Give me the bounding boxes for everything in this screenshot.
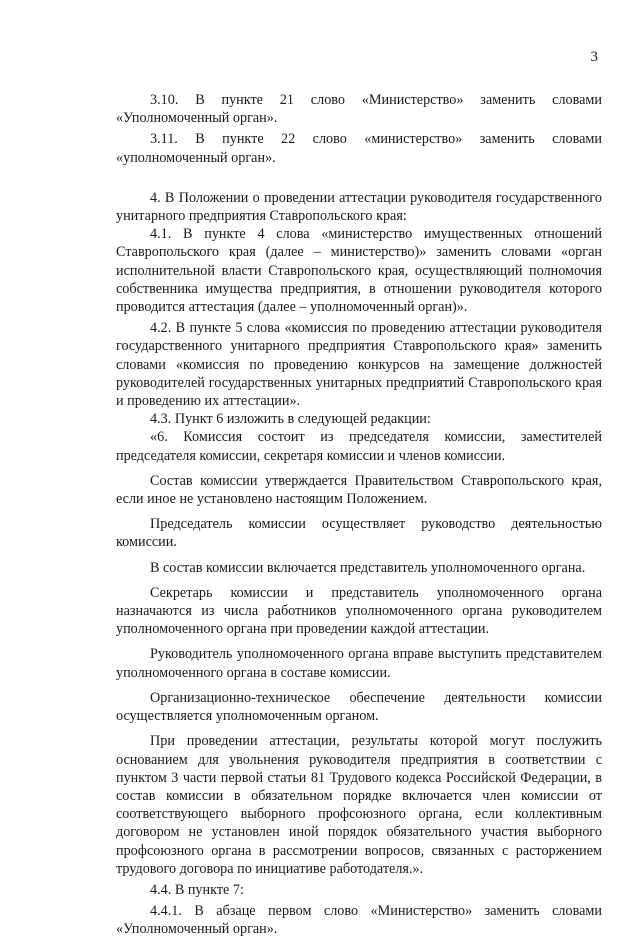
paragraph-4-4: 4.4. В пункте 7: [150, 881, 244, 898]
paragraph-chairman: Председатель комиссии осуществляет руководство деятельностью комиссии. [116, 516, 602, 551]
paragraph-secretary: Секретарь комиссии и представитель уполномоченного органа назначаются из числа работников уполномоченного органа руководителем уполномоченного органа при проведении каждой аттестации. [116, 584, 602, 638]
paragraph-head-of-authority: Руководитель уполномоченного органа вправе выступить представителем уполномоченного органа в составе комиссии. [116, 646, 602, 681]
paragraph-4-2: 4.2. В пункте 5 слова «комиссия по проведению аттестации руководителя государственного унитарного предприятия Ставропольского края» заменить словами «комиссия по проведению конкурсов на замещение должностей руководителей государственных унитарных предприятий Ставропольского края и проведению их аттестации». [116, 320, 602, 410]
paragraph-representative: В состав комиссии включается представитель уполномоченного органа. [150, 559, 586, 576]
paragraph-4: 4. В Положении о проведении аттестации руководителя государственного унитарного предприятия Ставропольского края: [116, 189, 602, 225]
paragraph-3-10: 3.10. В пункте 21 слово «Министерство» заменить словами «Уполномоченный орган». [116, 92, 602, 127]
page-number: 3 [590, 49, 598, 65]
paragraph-technical-support: Организационно-техническое обеспечение деятельности комиссии осуществляется уполномоченным органом. [116, 689, 602, 725]
paragraph-attestation-trade-union: При проведении аттестации, результаты которой могут послужить основанием для увольнения руководителя предприятия в соответствии с пунктом 3 части первой статьи 81 Трудового кодекса Российской Федерации, в состав комиссии в обязательном порядке включается член комиссии от соответствующего выборного профсоюзного органа, если коллективным договором не установлен иной порядок обязательного участия выборного профсоюзного органа в рассмотрении вопросов, связанных с расторжением трудового договора по инициативе работодателя.». [116, 733, 602, 877]
paragraph-3-11: 3.11. В пункте 22 слово «министерство» заменить словами «уполномоченный орган». [116, 131, 602, 166]
paragraph-4-1: 4.1. В пункте 4 слова «министерство имущественных отношений Ставропольского края (далее – министерство)» заменить словами «орган исполнительной власти Ставропольского края, осуществляющий полномочия собственника имущества предприятия, в отношении руководителя которого проводится аттестация (далее – уполномоченный орган)». [116, 226, 602, 316]
paragraph-4-4-1: 4.4.1. В абзаце первом слово «Министерство» заменить словами «Уполномоченный орган». [116, 903, 602, 938]
document-body [116, 91, 602, 939]
paragraph-commission-composition: Состав комиссии утверждается Правительством Ставропольского края, если иное не установлено настоящим Положением. [116, 472, 602, 508]
paragraph-4-3-item-6: «6. Комиссия состоит из председателя комиссии, заместителей председателя комиссии, секретаря комиссии и членов комиссии. [116, 429, 602, 464]
paragraph-4-3: 4.3. Пункт 6 изложить в следующей редакции: [150, 411, 431, 428]
